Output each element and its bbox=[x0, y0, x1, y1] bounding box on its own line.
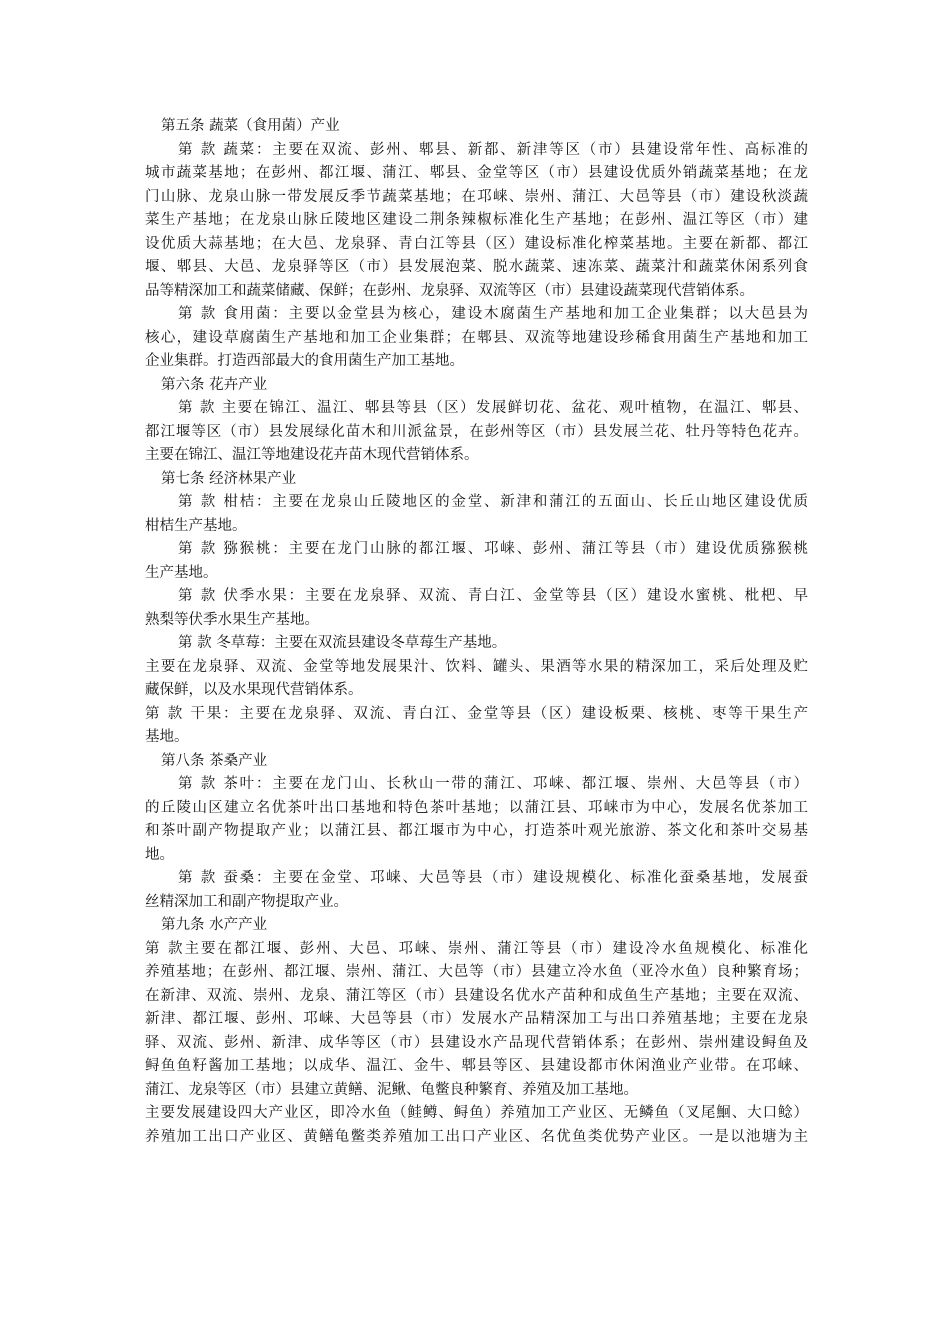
text-line: 第 款 茶叶：主要在龙门山、长秋山一带的蒲江、邛崃、都江堰、崇州、大邑等县（市） bbox=[178, 776, 808, 792]
text-line: 核心，建设草腐菌生产基地和加工企业集群；在郫县、双流等地建设珍稀食用菌生产基地和加工 bbox=[145, 329, 808, 346]
text-line: 驿、双流、彭州、新津、成华等区（市）县建设水产品现代营销体系；在彭州、崇州建设鲟鱼及 bbox=[145, 1034, 808, 1051]
text-line: 主要在锦江、温江等地建设花卉苗木现代营销体系。 bbox=[145, 447, 479, 463]
text-line: 熟梨等伏季水果生产基地。 bbox=[145, 611, 319, 628]
text-line: 企业集群。打造西部最大的食用菌生产加工基地。 bbox=[145, 353, 464, 369]
text-line: 藏保鲜，以及水果现代营销体系。 bbox=[145, 682, 363, 698]
document-body bbox=[145, 115, 808, 1149]
text-line: 第 款 蔬菜：主要在双流、彭州、郫县、新都、新津等区（市）县建设常年性、高标准的 bbox=[178, 141, 808, 158]
text-line: 第 款 柑桔：主要在龙泉山丘陵地区的金堂、新津和蒲江的五面山、长丘山地区建设优质 bbox=[178, 494, 808, 510]
text-line: 基地。 bbox=[145, 729, 189, 745]
text-line: 柑桔生产基地。 bbox=[145, 517, 247, 534]
text-line: 菜生产基地；在龙泉山脉丘陵地区建设二荆条辣椒标准化生产基地；在彭州、温江等区（市）建 bbox=[145, 212, 808, 228]
text-line: 堰、郫县、大邑、龙泉驿等区（市）县发展泡菜、脱水蔬菜、速冻菜、蔬菜汁和蔬菜休闲系列食 bbox=[145, 259, 808, 275]
text-line: 第 款 干果：主要在龙泉驿、双流、青白江、金堂等县（区）建设板栗、核桃、枣等干果生产 bbox=[145, 705, 808, 722]
text-line: 门山脉、龙泉山脉一带发展反季节蔬菜基地；在邛崃、崇州、蒲江、大邑等县（市）建设秋淡蔬 bbox=[145, 188, 808, 205]
text-line: 都江堰等区（市）县发展绿化苗木和川派盆景，在彭州等区（市）县发展兰花、牡丹等特色花卉。 bbox=[145, 423, 808, 440]
text-line: 城市蔬菜基地；在彭州、都江堰、蒲江、郫县、金堂等区（市）县建设优质外销蔬菜基地；在龙 bbox=[145, 165, 808, 181]
text-line: 第 款 蚕桑：主要在金堂、邛崃、大邑等县（市）建设规模化、标准化蚕桑基地，发展蚕 bbox=[178, 870, 808, 886]
text-line: 和茶叶副产物提取产业；以蒲江县、都江堰市为中心，打造茶叶观光旅游、茶文化和茶叶交易基 bbox=[145, 823, 808, 839]
text-line: 养殖基地；在彭州、都江堰、崇州、蒲江、大邑等（市）县建立冷水鱼（亚冷水鱼）良种繁育场； bbox=[145, 964, 808, 980]
article-heading: 第八条 茶桑产业 bbox=[161, 752, 268, 769]
text-line: 地。 bbox=[145, 846, 174, 863]
article-heading: 第六条 花卉产业 bbox=[161, 376, 268, 393]
article-heading: 第五条 蔬菜（食用菌）产业 bbox=[161, 118, 340, 134]
text-line: 在新津、双流、崇州、龙泉、蒲江等区（市）县建设名优水产苗种和成鱼生产基地；主要在双流、 bbox=[145, 987, 808, 1004]
text-line: 第 款 伏季水果：主要在龙泉驿、双流、青白江、金堂等县（区）建设水蜜桃、枇杷、早 bbox=[178, 588, 808, 604]
text-line: 生产基地。 bbox=[145, 564, 218, 581]
text-line: 的丘陵山区建立名优茶叶出口基地和特色茶叶基地；以蒲江县、邛崃市为中心，发展名优茶加工 bbox=[145, 799, 808, 816]
text-line: 第 款主要在都江堰、彭州、大邑、邛崃、崇州、蒲江等县（市）建设冷水鱼规模化、标准化 bbox=[145, 940, 808, 957]
article-heading: 第七条 经济林果产业 bbox=[161, 470, 297, 487]
text-line: 新津、都江堰、彭州、邛崃、大邑等县（市）发展水产品精深加工与出口养殖基地；主要在龙泉 bbox=[145, 1011, 808, 1027]
text-line: 第 款 食用菌：主要以金堂县为核心，建设木腐菌生产基地和加工企业集群；以大邑县为 bbox=[178, 306, 808, 322]
text-line: 设优质大蒜基地；在大邑、龙泉驿、青白江等县（区）建设标准化榨菜基地。主要在新都、都江 bbox=[145, 235, 808, 252]
text-line: 第 款 猕猴桃：主要在龙门山脉的都江堰、邛崃、彭州、蒲江等县（市）建设优质猕猴桃 bbox=[178, 541, 808, 557]
text-line: 品等精深加工和蔬菜储藏、保鲜；在彭州、龙泉驿、双流等区（市）县建设蔬菜现代营销体系。 bbox=[145, 282, 754, 299]
text-line: 养殖加工出口产业区、黄鳝龟鳖类养殖加工出口产业区、名优鱼类优势产业区。一是以池塘为主 bbox=[145, 1128, 808, 1145]
article-heading: 第九条 水产产业 bbox=[161, 917, 268, 933]
text-line: 主要发展建设四大产业区，即冷水鱼（鲑鳟、鲟鱼）养殖加工产业区、无鳞鱼（叉尾鮰、大口鲶） bbox=[145, 1105, 808, 1121]
text-line: 蒲江、龙泉等区（市）县建立黄鳝、泥鳅、龟鳖良种繁育、养殖及加工基地。 bbox=[145, 1081, 638, 1098]
text-line: 第 款 冬草莓：主要在双流县建设冬草莓生产基地。 bbox=[178, 635, 507, 651]
text-line: 丝精深加工和副产物提取产业。 bbox=[145, 893, 348, 910]
text-line: 鲟鱼鱼籽酱加工基地；以成华、温江、金牛、郫县等区、县建设都市休闲渔业产业带。在邛崃、 bbox=[145, 1058, 808, 1074]
text-line: 主要在龙泉驿、双流、金堂等地发展果汁、饮料、罐头、果酒等水果的精深加工，采后处理及贮 bbox=[145, 658, 808, 675]
text-line: 第 款 主要在锦江、温江、郫县等县（区）发展鲜切花、盆花、观叶植物，在温江、郫县、 bbox=[178, 400, 808, 416]
